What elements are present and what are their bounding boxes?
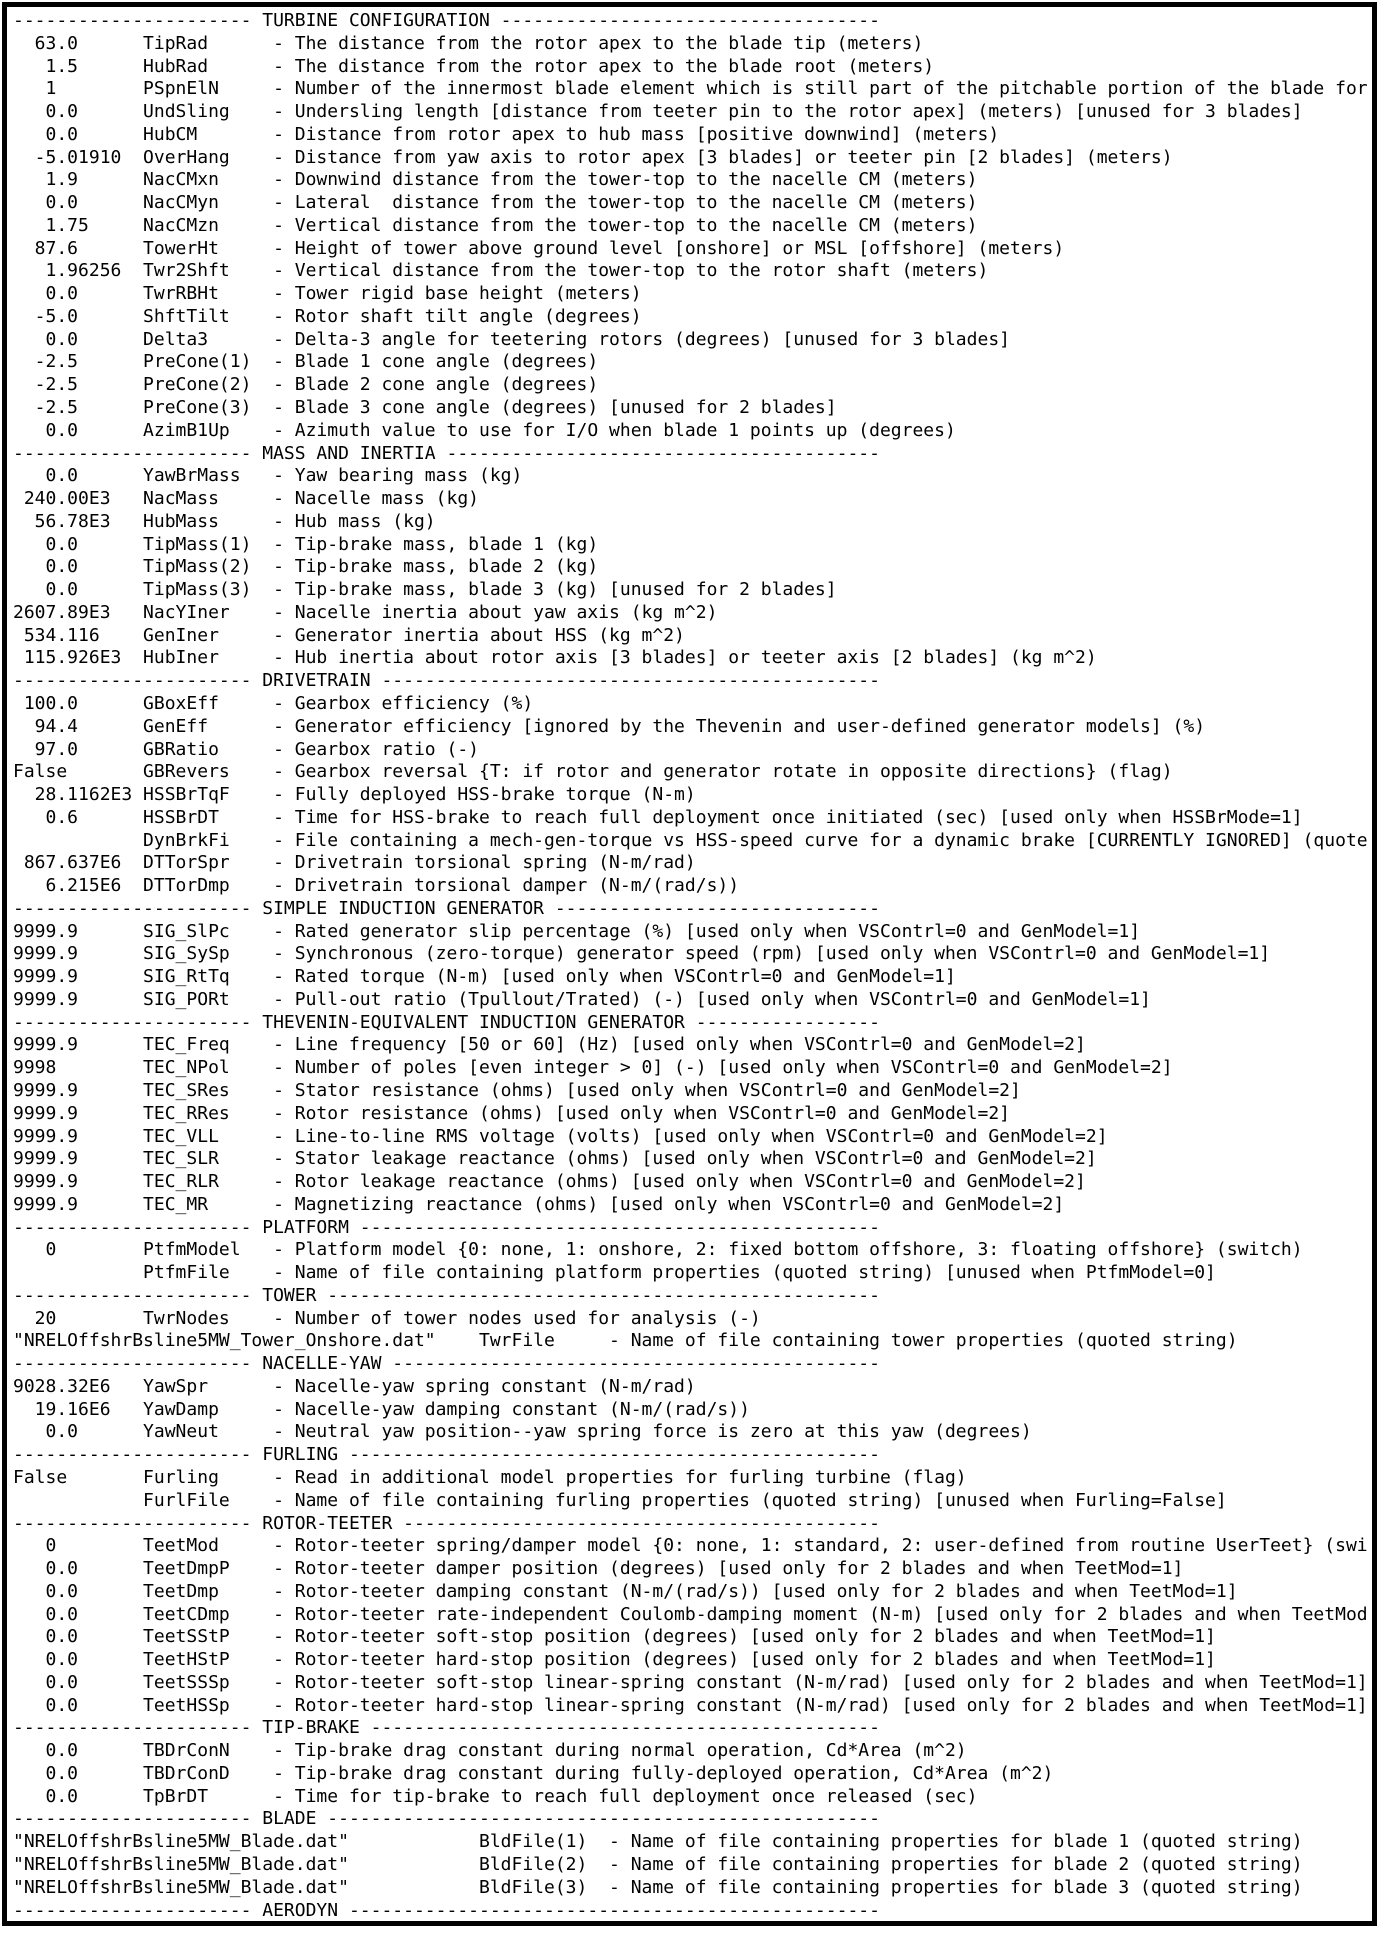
param-line: 0.0 NacCMyn - Lateral distance from the tower-top to the nacelle CM (meters) [13, 192, 978, 214]
param-line: 0.0 TeetDmp - Rotor-teeter damping constant (N-m/(rad/s)) [used only for 2 blades and when TeetMod=1] [13, 1580, 1238, 1602]
param-line: 1.96256 Twr2Shft - Vertical distance from the tower-top to the rotor shaft (meters) [13, 260, 989, 282]
param-line: 534.116 GenIner - Generator inertia about HSS (kg m^2) [13, 624, 685, 646]
param-line: 9999.9 TEC_VLL - Line-to-line RMS voltage (volts) [used only when VSContrl=0 and GenModel=2] [13, 1125, 1108, 1147]
param-line: -5.01910 OverHang - Distance from yaw axis to rotor apex [3 blades] or teeter pin [2 blades] (meters) [13, 146, 1173, 168]
param-line: 0.0 TwrRBHt - Tower rigid base height (meters) [13, 283, 642, 305]
param-line: 0.0 Delta3 - Delta-3 angle for teetering rotors (degrees) [unused for 3 blades] [13, 328, 1010, 350]
param-line: 0.0 TeetSStP - Rotor-teeter soft-stop position (degrees) [used only for 2 blades and when TeetMod=1] [13, 1626, 1216, 1648]
param-line: 28.1162E3 HSSBrTqF - Fully deployed HSS-brake torque (N-m) [13, 784, 696, 806]
param-line: 1.9 NacCMxn - Downwind distance from the tower-top to the nacelle CM (meters) [13, 169, 978, 191]
section-header-line: ---------------------- SIMPLE INDUCTION GENERATOR ------------------------------ [13, 897, 880, 919]
param-line: 115.926E3 HubIner - Hub inertia about rotor axis [3 blades] or teeter axis [2 blades] (kg m^2) [13, 647, 1097, 669]
param-line: 9999.9 TEC_Freq - Line frequency [50 or 60] (Hz) [used only when VSContrl=0 and GenModel=2] [13, 1034, 1086, 1056]
param-line: 0.0 TipMass(2) - Tip-brake mass, blade 2 (kg) [13, 556, 599, 578]
section-header-line: ---------------------- FURLING ------------------------------------------------- [13, 1444, 880, 1466]
param-line: False GBRevers - Gearbox reversal {T: if rotor and generator rotate in opposite directions} (flag) [13, 761, 1173, 783]
param-line: 0.0 TeetCDmp - Rotor-teeter rate-independent Coulomb-damping moment (N-m) [used only for 2 blades and when TeetMod [13, 1603, 1368, 1625]
section-header-line: ---------------------- BLADE --------------------------------------------------- [13, 1808, 880, 1830]
param-line: 0 TeetMod - Rotor-teeter spring/damper model {0: none, 1: standard, 2: user-defined from routine UserTeet} (swi [13, 1535, 1368, 1557]
param-line: 1.75 NacCMzn - Vertical distance from the tower-top to the nacelle CM (meters) [13, 214, 978, 236]
param-line: 9999.9 SIG_SySp - Synchronous (zero-torque) generator speed (rpm) [used only when VSContrl=0 and GenModel=1] [13, 943, 1271, 965]
param-line: DynBrkFi - File containing a mech-gen-torque vs HSS-speed curve for a dynamic brake [CURRENTLY IGNORED] (quote [13, 829, 1368, 851]
param-line: 0.6 HSSBrDT - Time for HSS-brake to reach full deployment once initiated (sec) [used only when HSSBrMode=1] [13, 806, 1303, 828]
param-line: False Furling - Read in additional model properties for furling turbine (flag) [13, 1467, 967, 1488]
param-line: 1 PSpnElN - Number of the innermost blade element which is still part of the pitchable portion of the blade for [13, 78, 1368, 100]
param-line: 63.0 TipRad - The distance from the rotor apex to the blade tip (meters) [13, 32, 924, 54]
section-header-line: ---------------------- NACELLE-YAW --------------------------------------------- [13, 1353, 880, 1375]
param-line: 0.0 TBDrConD - Tip-brake drag constant during fully-deployed operation, Cd*Area (m^2) [13, 1762, 1054, 1784]
param-line: -2.5 PreCone(3) - Blade 3 cone angle (degrees) [unused for 2 blades] [13, 397, 837, 419]
param-line: "NRELOffshrBsline5MW_Blade.dat" BldFile(2) - Name of file containing properties for blade 2 (quoted string) [13, 1854, 1303, 1876]
param-line: 19.16E6 YawDamp - Nacelle-yaw damping constant (N-m/(rad/s)) [13, 1398, 750, 1420]
param-line: 97.0 GBRatio - Gearbox ratio (-) [13, 738, 479, 760]
section-header-line: ---------------------- DRIVETRAIN ---------------------------------------------- [13, 670, 880, 692]
param-line: 0.0 TeetHSSp - Rotor-teeter hard-stop linear-spring constant (N-m/rad) [used only for 2 blades and when TeetMod=1] [13, 1694, 1368, 1716]
param-line: 9999.9 TEC_RLR - Rotor leakage reactance (ohms) [used only when VSContrl=0 and GenModel=2] [13, 1171, 1086, 1193]
param-line: 87.6 TowerHt - Height of tower above ground level [onshore] or MSL [offshore] (meters) [13, 237, 1065, 259]
param-line: 0.0 TBDrConN - Tip-brake drag constant during normal operation, Cd*Area (m^2) [13, 1740, 967, 1762]
param-line: 0.0 AzimB1Up - Azimuth value to use for I/O when blade 1 points up (degrees) [13, 419, 956, 441]
param-line: 56.78E3 HubMass - Hub mass (kg) [13, 510, 436, 532]
param-line: 9999.9 SIG_RtTq - Rated torque (N-m) [used only when VSContrl=0 and GenModel=1] [13, 966, 956, 988]
section-header-line: ---------------------- MASS AND INERTIA ---------------------------------------- [13, 442, 880, 464]
param-line: 0.0 UndSling - Undersling length [distance from teeter pin to the rotor apex] (meters) [unused for 3 blades] [13, 101, 1303, 123]
param-line: "NRELOffshrBsline5MW_Blade.dat" BldFile(1) - Name of file containing properties for blade 1 (quoted string) [13, 1831, 1303, 1853]
file-content [13, 10, 1372, 1922]
param-line: 0.0 YawBrMass - Yaw bearing mass (kg) [13, 465, 523, 487]
param-line: 0.0 YawNeut - Neutral yaw position--yaw spring force is zero at this yaw (degrees) [13, 1421, 1032, 1443]
param-line: 0.0 HubCM - Distance from rotor apex to hub mass [positive downwind] (meters) [13, 123, 1000, 145]
param-line: 0.0 TeetHStP - Rotor-teeter hard-stop position (degrees) [used only for 2 blades and when TeetMod=1] [13, 1649, 1216, 1671]
param-line: -2.5 PreCone(1) - Blade 1 cone angle (degrees) [13, 351, 599, 373]
param-line: 867.637E6 DTTorSpr - Drivetrain torsional spring (N-m/rad) [13, 852, 696, 874]
param-line: 100.0 GBoxEff - Gearbox efficiency (%) [13, 692, 534, 714]
file-viewer-frame [2, 2, 1377, 1926]
param-line: 0.0 TipMass(1) - Tip-brake mass, blade 1 (kg) [13, 533, 599, 555]
param-line: 6.215E6 DTTorDmp - Drivetrain torsional damper (N-m/(rad/s)) [13, 875, 740, 897]
param-line: 0.0 TpBrDT - Time for tip-brake to reach full deployment once released (sec) [13, 1785, 978, 1807]
param-line: "NRELOffshrBsline5MW_Tower_Onshore.dat" TwrFile - Name of file containing tower properties (quoted string) [13, 1330, 1238, 1352]
param-line: 20 TwrNodes - Number of tower nodes used for analysis (-) [13, 1307, 761, 1329]
param-line: 240.00E3 NacMass - Nacelle mass (kg) [13, 488, 479, 510]
param-line: -5.0 ShftTilt - Rotor shaft tilt angle (degrees) [13, 305, 642, 327]
param-line: 9998 TEC_NPol - Number of poles [even integer > 0] (-) [used only when VSContrl=0 and GenModel=2] [13, 1057, 1173, 1079]
param-line: -2.5 PreCone(2) - Blade 2 cone angle (degrees) [13, 374, 599, 396]
param-line: 0 PtfmModel - Platform model {0: none, 1: onshore, 2: fixed bottom offshore, 3: floating offshore} (switch) [13, 1239, 1303, 1261]
section-header-line: ---------------------- TURBINE CONFIGURATION ----------------------------------- [13, 10, 880, 31]
param-line: 9999.9 SIG_PORt - Pull-out ratio (Tpullout/Trated) (-) [used only when VSContrl=0 and GenModel=1] [13, 988, 1151, 1010]
param-line: 2607.89E3 NacYIner - Nacelle inertia about yaw axis (kg m^2) [13, 601, 718, 623]
section-header-line: ---------------------- ROTOR-TEETER -------------------------------------------- [13, 1512, 880, 1534]
param-line: 0.0 TipMass(3) - Tip-brake mass, blade 3 (kg) [unused for 2 blades] [13, 579, 837, 601]
param-line: PtfmFile - Name of file containing platform properties (quoted string) [unused when PtfmModel=0] [13, 1262, 1216, 1284]
param-line: 9028.32E6 YawSpr - Nacelle-yaw spring constant (N-m/rad) [13, 1375, 696, 1397]
param-line: "NRELOffshrBsline5MW_Blade.dat" BldFile(3) - Name of file containing properties for blade 3 (quoted string) [13, 1876, 1303, 1898]
param-line: 1.5 HubRad - The distance from the rotor apex to the blade root (meters) [13, 55, 935, 77]
section-header-line: ---------------------- PLATFORM ------------------------------------------------ [13, 1216, 880, 1238]
param-line: 9999.9 TEC_SLR - Stator leakage reactance (ohms) [used only when VSContrl=0 and GenModel=2] [13, 1148, 1097, 1170]
section-header-line: ---------------------- TOWER --------------------------------------------------- [13, 1284, 880, 1306]
section-header-line: ---------------------- AERODYN ------------------------------------------------- [13, 1899, 880, 1921]
param-line: 94.4 GenEff - Generator efficiency [ignored by the Thevenin and user-defined generator models] (%) [13, 715, 1206, 737]
param-line: 9999.9 TEC_RRes - Rotor resistance (ohms) [used only when VSContrl=0 and GenModel=2] [13, 1102, 1010, 1124]
section-header-line: ---------------------- THEVENIN-EQUIVALENT INDUCTION GENERATOR ----------------- [13, 1011, 880, 1033]
param-line: 9999.9 TEC_MR - Magnetizing reactance (ohms) [used only when VSContrl=0 and GenModel=2] [13, 1193, 1065, 1215]
param-line: 0.0 TeetDmpP - Rotor-teeter damper position (degrees) [used only for 2 blades and when TeetMod=1] [13, 1558, 1184, 1580]
param-line: 9999.9 SIG_SlPc - Rated generator slip percentage (%) [used only when VSContrl=0 and GenModel=1] [13, 920, 1141, 942]
param-line: 9999.9 TEC_SRes - Stator resistance (ohms) [used only when VSContrl=0 and GenModel=2] [13, 1079, 1021, 1101]
param-line: 0.0 TeetSSSp - Rotor-teeter soft-stop linear-spring constant (N-m/rad) [used only for 2 blades and when TeetMod=1] [13, 1671, 1368, 1693]
section-header-line: ---------------------- TIP-BRAKE ----------------------------------------------- [13, 1717, 880, 1739]
param-line: FurlFile - Name of file containing furling properties (quoted string) [unused when Furling=False] [13, 1489, 1227, 1511]
